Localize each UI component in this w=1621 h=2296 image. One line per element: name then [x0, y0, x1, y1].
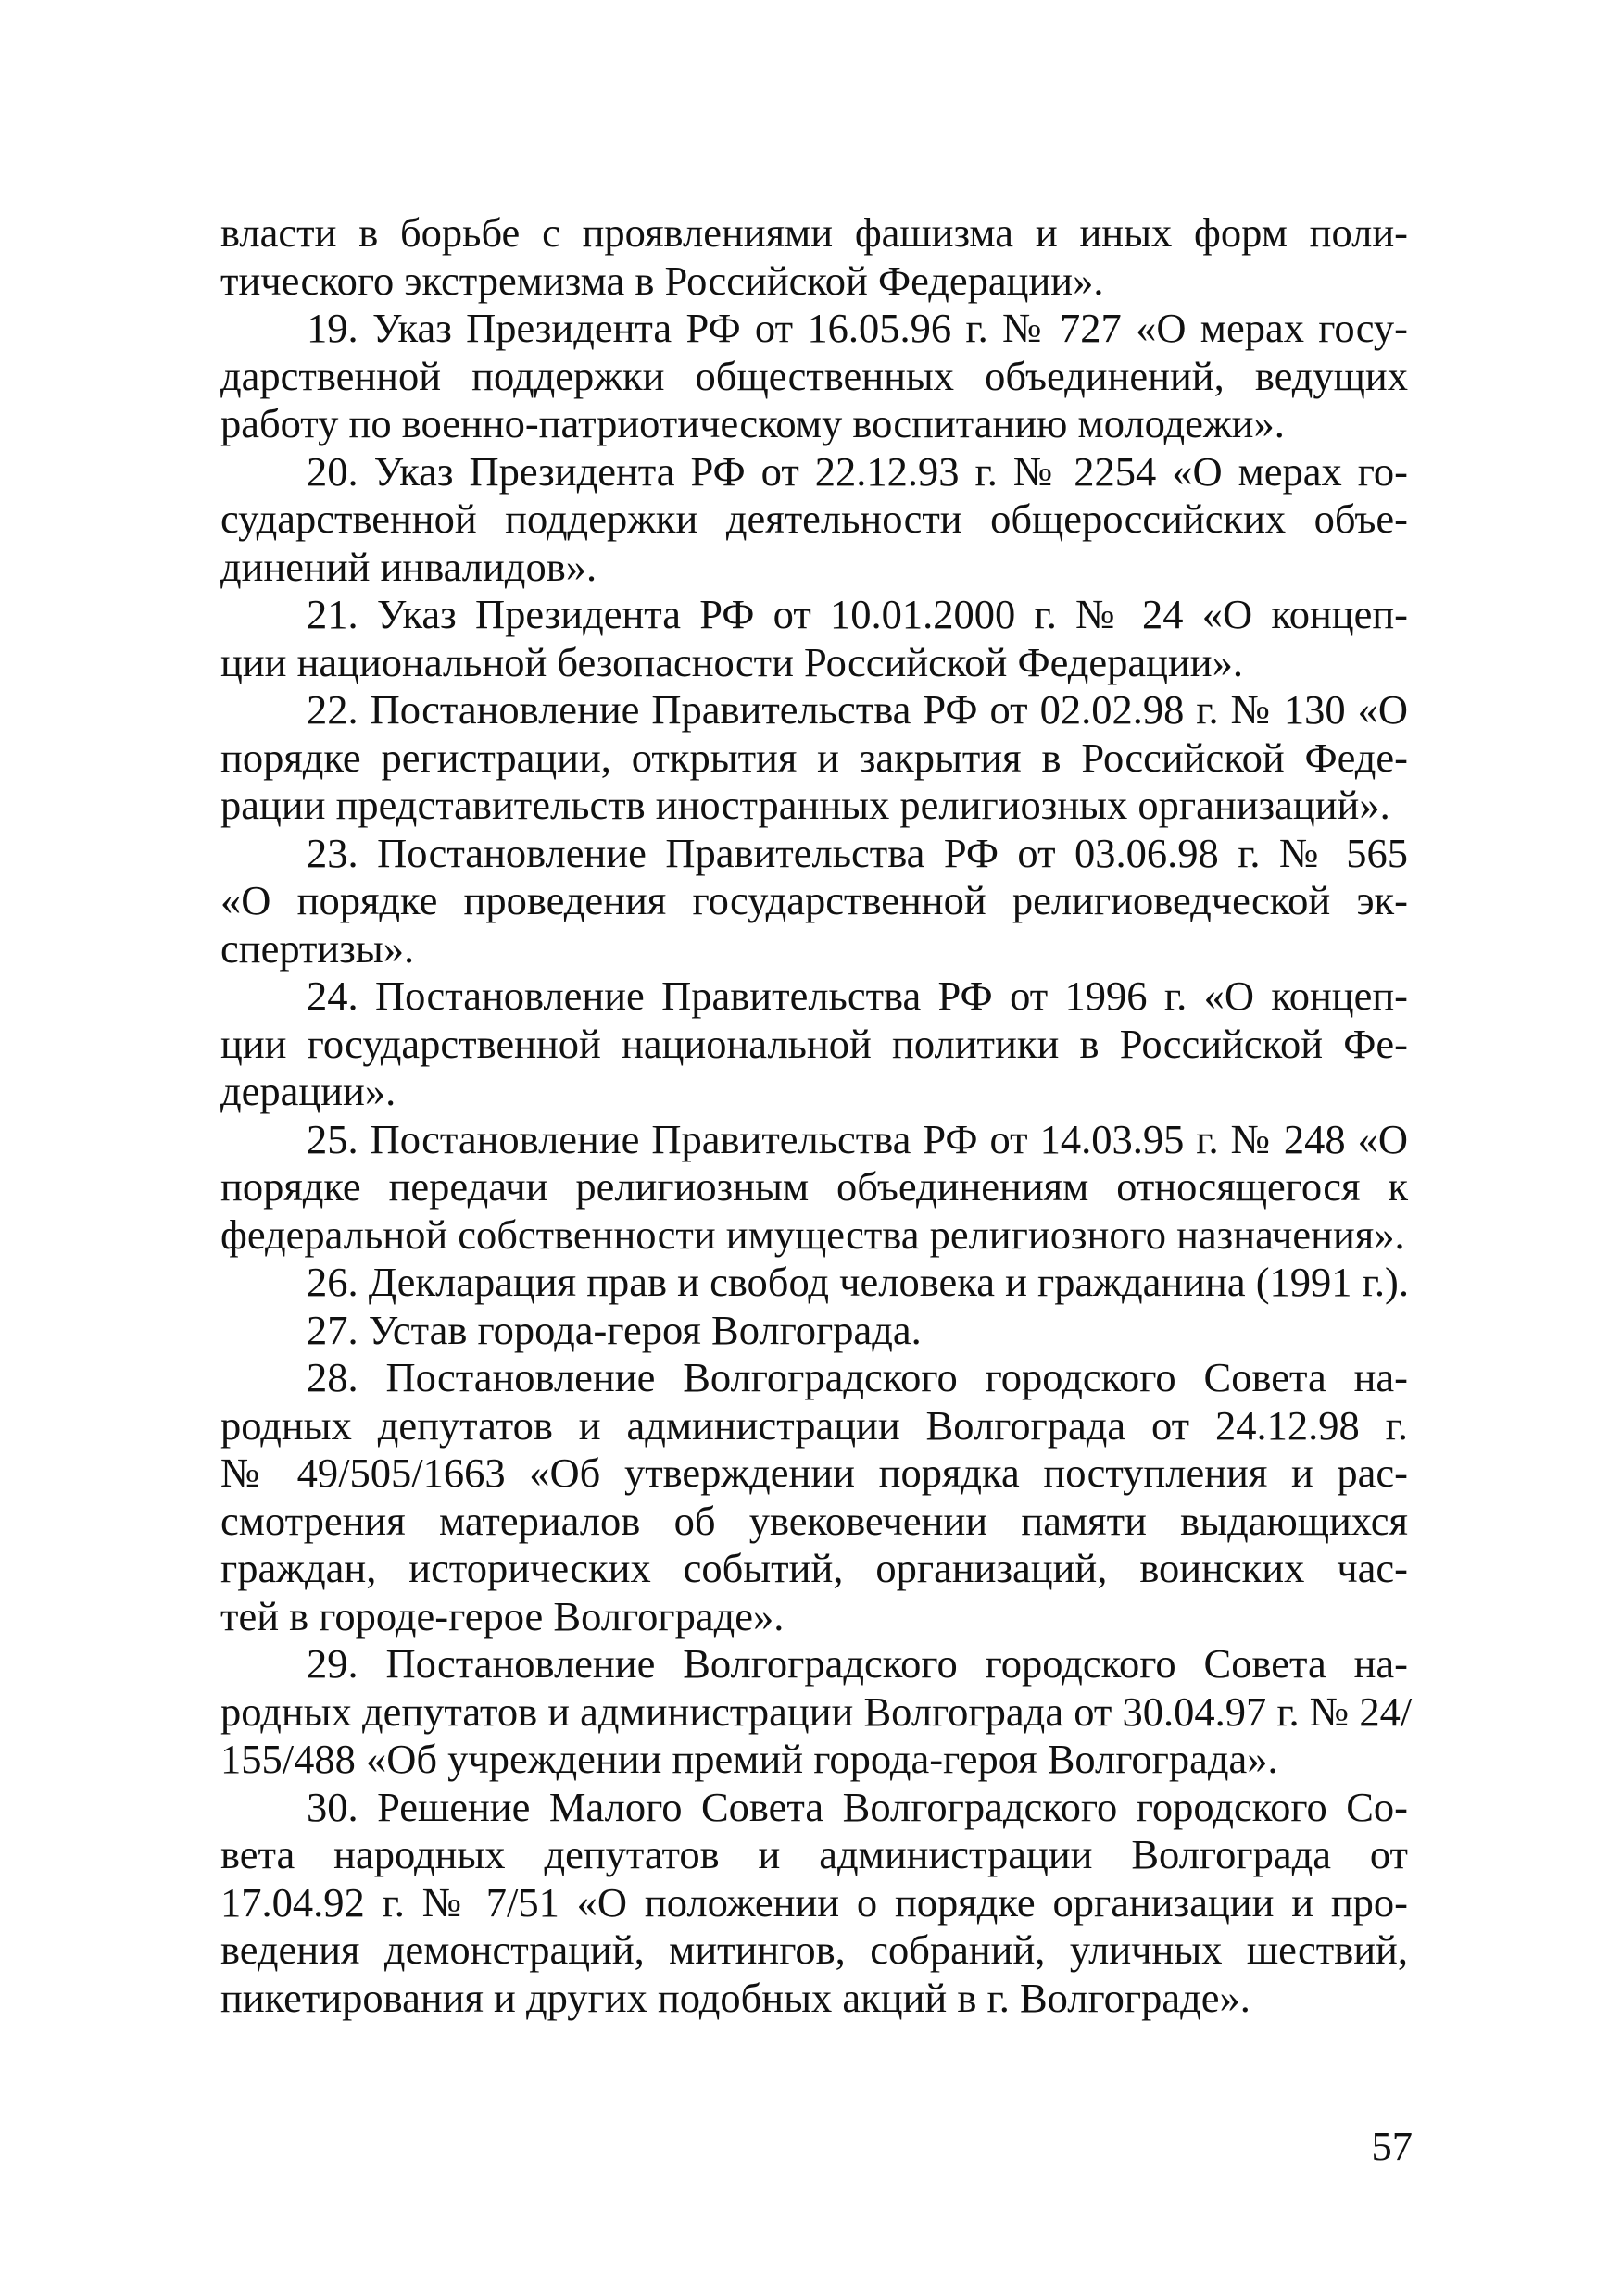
text-line: 26. Декларация прав и свобод человека и гражданина (1991 г.).: [307, 1259, 1409, 1305]
text-line: 24. Постановление Правительства РФ от 1996 г. «О концеп-: [307, 972, 1408, 1019]
text-line: сударственной поддержки деятельности общероссийских объе-: [220, 496, 1408, 542]
text-line: пикетирования и других подобных акций в г. Волгограде».: [220, 1974, 1250, 2021]
text-line: тического экстремизма в Российской Федерации».: [220, 257, 1104, 304]
text-line: работу по военно-патриотическому воспитанию молодежи».: [220, 400, 1285, 446]
text-line: 20. Указ Президента РФ от 22.12.93 г. № 2254 «О мерах го-: [307, 447, 1408, 495]
text-line: 155/488 «Об учреждении премий города-героя Волгограда».: [220, 1736, 1278, 1782]
text-line: порядке регистрации, открытия и закрытия в Российской Феде-: [220, 734, 1408, 781]
text-line: динений инвалидов».: [220, 543, 597, 590]
text-line: ции государственной национальной политики в Российской Фе-: [220, 1020, 1408, 1067]
text-line: ведения демонстраций, митингов, собраний, уличных шествий,: [220, 1926, 1408, 1973]
text-line: власти в борьбе с проявлениями фашизма и иных форм поли-: [220, 209, 1408, 256]
page-number: 57: [1371, 2123, 1413, 2169]
text-line: 23. Постановление Правительства РФ от 03.06.98 г. № 565: [307, 829, 1408, 876]
text-line: родных депутатов и администрации Волгограда от 30.04.97 г. № 24/: [220, 1687, 1413, 1735]
text-line: дарственной поддержки общественных объединений, ведущих: [220, 352, 1408, 399]
text-line: федеральной собственности имущества религиозного назначения».: [220, 1211, 1405, 1258]
text-block: [220, 209, 1413, 2022]
text-line: «О порядке проведения государственной религиоведческой эк-: [220, 877, 1408, 923]
document-body: [220, 209, 1413, 2022]
text-line: смотрения материалов об увековечении памяти выдающихся: [220, 1497, 1408, 1544]
text-line: 25. Постановление Правительства РФ от 14.03.95 г. № 248 «О: [307, 1115, 1408, 1162]
text-line: родных депутатов и администрации Волгограда от 24.12.98 г.: [220, 1401, 1408, 1449]
text-line: 17.04.92 г. № 7/51 «О положении о порядке организации и про-: [220, 1878, 1408, 1926]
text-line: 29. Постановление Волгоградского городского Совета на-: [307, 1640, 1408, 1687]
text-line: 28. Постановление Волгоградского городского Совета на-: [307, 1354, 1408, 1400]
text-line: порядке передачи религиозным объединениям относящегося к: [220, 1163, 1408, 1210]
text-line: 19. Указ Президента РФ от 16.05.96 г. № 727 «О мерах госу-: [307, 305, 1408, 351]
text-line: 30. Решение Малого Совета Волгоградского городского Со-: [307, 1783, 1408, 1830]
text-line: граждан, исторических событий, организаций, воинских час-: [220, 1545, 1408, 1591]
text-line: тей в городе-герое Волгограде».: [220, 1592, 785, 1639]
text-line: рации представительств иностранных религиозных организаций».: [220, 782, 1390, 828]
text-line: ции национальной безопасности Российской Федерации».: [220, 638, 1243, 685]
text-line: вета народных депутатов и администрации Волгограда от: [220, 1831, 1408, 1877]
text-line: 21. Указ Президента РФ от 10.01.2000 г. № 24 «О концеп-: [307, 591, 1408, 637]
text-line: 22. Постановление Правительства РФ от 02.02.98 г. № 130 «О: [307, 686, 1408, 733]
text-line: № 49/505/1663 «Об утверждении порядка поступления и рас-: [220, 1449, 1408, 1496]
text-line: дерации».: [220, 1068, 396, 1114]
text-line: 27. Устав города-героя Волгограда.: [307, 1306, 922, 1353]
text-line: спертизы».: [220, 924, 415, 972]
